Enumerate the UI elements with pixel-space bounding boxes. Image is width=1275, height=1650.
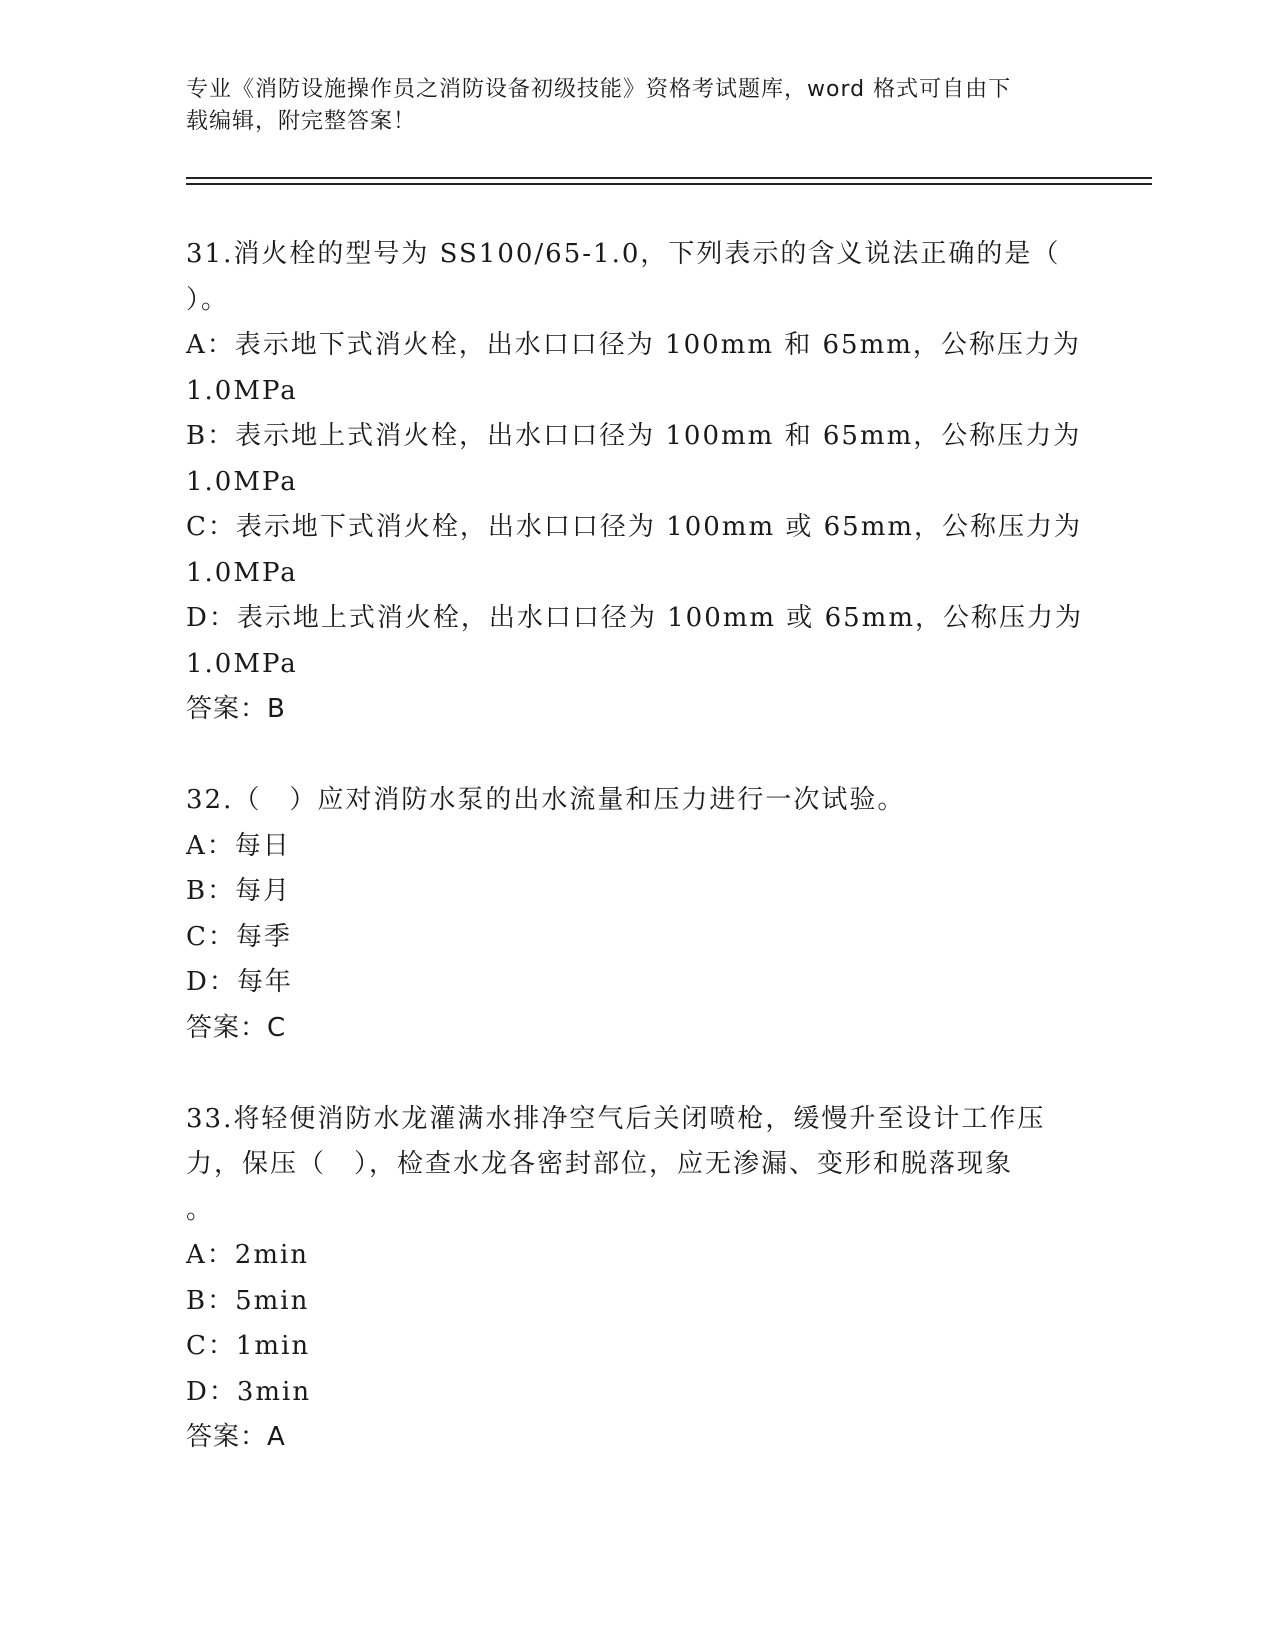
question-stem-line: 32.（ ）应对消防水泵的出水流量和压力进行一次试验。 xyxy=(186,785,906,815)
question-stem-line: 31.消火栓的型号为 SS100/65-1.0，下列表示的含义说法正确的是（ xyxy=(186,239,1061,269)
option-c-line: 1.0MPa xyxy=(186,557,298,588)
answer-line: 答案：A xyxy=(186,1422,286,1452)
option-a-line: A：表示地下式消火栓，出水口口径为 100mm 和 65mm，公称压力为 xyxy=(186,330,1081,360)
option-a-line: 1.0MPa xyxy=(186,375,298,406)
header-line-2: 载编辑，附完整答案！ xyxy=(186,109,417,134)
option-b-line: B：每月 xyxy=(186,876,292,906)
question-stem-line: 。 xyxy=(186,1194,215,1225)
question-33 xyxy=(186,1097,1086,1461)
option-d-line: 1.0MPa xyxy=(186,648,298,679)
option-c-line: C：1min xyxy=(186,1331,311,1361)
option-b-line: B：表示地上式消火栓，出水口口径为 100mm 和 65mm，公称压力为 xyxy=(186,421,1082,451)
option-d-line: D：表示地上式消火栓，出水口口径为 100mm 或 65mm，公称压力为 xyxy=(186,603,1083,633)
option-c-line: C：表示地下式消火栓，出水口口径为 100mm 或 65mm，公称压力为 xyxy=(186,512,1083,542)
option-a-line: A：每日 xyxy=(186,830,291,861)
question-stem-line: 33.将轻便消防水龙灌满水排净空气后关闭喷枪，缓慢升至设计工作压 xyxy=(186,1103,1046,1134)
option-d-line: D：3min xyxy=(186,1376,312,1407)
question-stem-line: 力，保压（ ），检查水龙各密封部位，应无渗漏、变形和脱落现象 xyxy=(186,1149,1014,1179)
question-gap xyxy=(186,733,1086,779)
question-31 xyxy=(186,232,1086,733)
option-b-line: 1.0MPa xyxy=(186,466,298,497)
header-rule-bottom xyxy=(186,183,1152,185)
option-a-line: A：2min xyxy=(186,1240,310,1270)
answer-line: 答案：C xyxy=(186,1012,287,1043)
header-line-1: 专业《消防设施操作员之消防设备初级技能》资格考试题库，word 格式可自由下 xyxy=(186,77,1012,102)
question-gap xyxy=(186,1051,1086,1097)
document-header xyxy=(186,74,1066,138)
header-rule-top xyxy=(186,177,1152,179)
option-b-line: B：5min xyxy=(186,1285,310,1316)
question-stem-line: ）。 xyxy=(186,284,230,315)
option-d-line: D：每年 xyxy=(186,967,293,997)
option-c-line: C：每季 xyxy=(186,921,292,952)
question-32 xyxy=(186,778,1086,1051)
question-list xyxy=(186,232,1086,1461)
answer-line: 答案：B xyxy=(186,694,286,724)
